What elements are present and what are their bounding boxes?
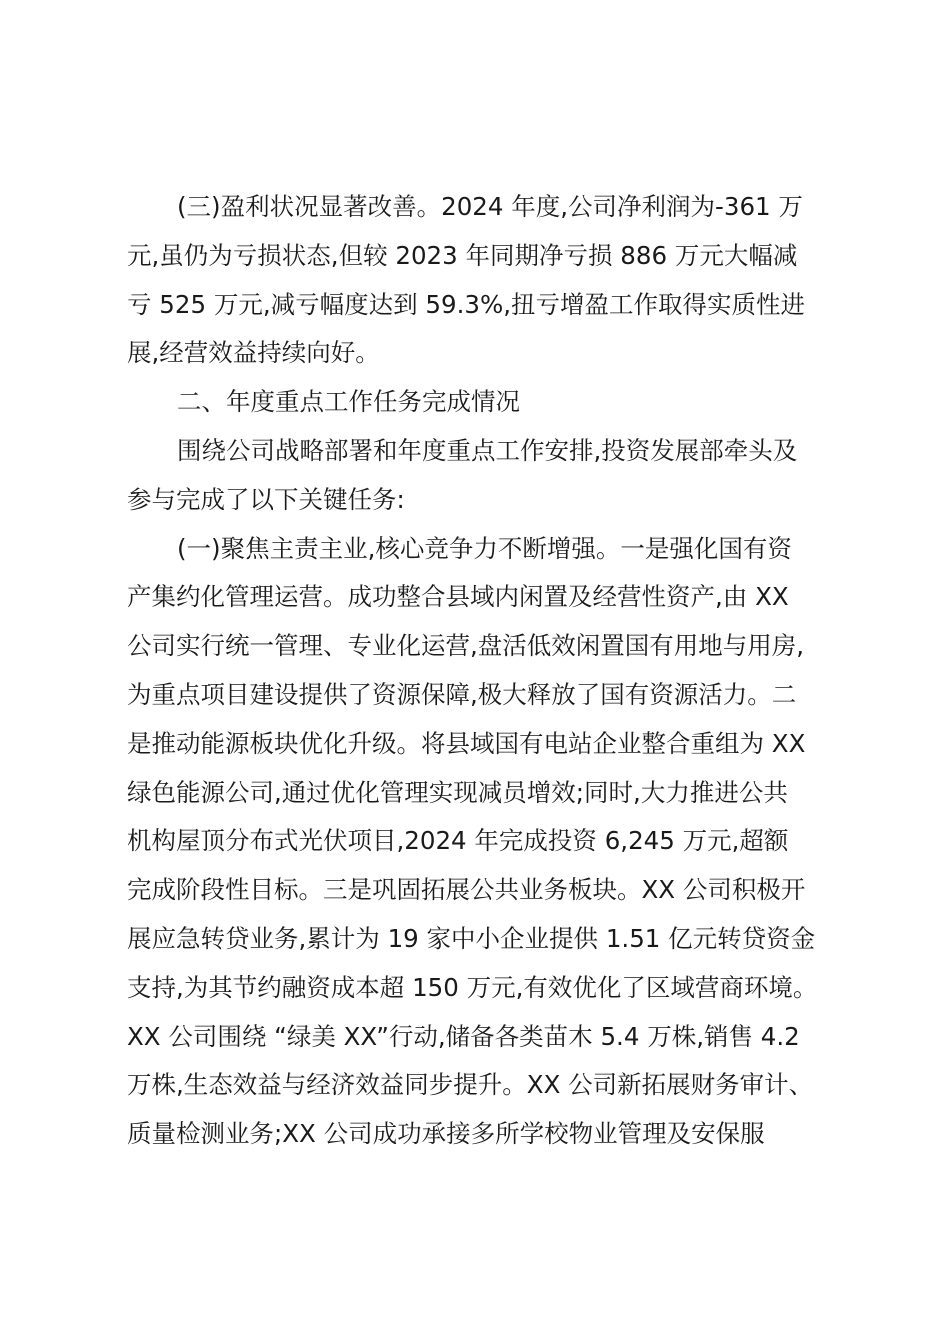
paragraph-line: 绿色能源公司,通过优化管理实现减员增效;同时,大力推进公共 [127, 777, 788, 807]
paragraph-line: 公司实行统一管理、专业化运营,盘活低效闲置国有用地与用房, [127, 631, 805, 661]
paragraph-line: 是推动能源板块优化升级。将县域国有电站企业整合重组为 XX [127, 728, 806, 758]
document-body [127, 183, 827, 1159]
paragraph-line: XX 公司围绕 “绿美 XX”行动,储备各类苗木 5.4 万株,销售 4.2 [127, 1021, 800, 1051]
paragraph-line: 质量检测业务;XX 公司成功承接多所学校物业管理及安保服 [127, 1119, 765, 1149]
paragraph-line: 万株,生态效益与经济效益同步提升。XX 公司新拓展财务审计、 [127, 1070, 814, 1100]
paragraph-line: 参与完成了以下关键任务: [127, 484, 405, 514]
paragraph-line: 展应急转贷业务,累计为 19 家中小企业提供 1.51 亿元转贷资金 [127, 923, 816, 953]
paragraph-line: 完成阶段性目标。三是巩固拓展公共业务板块。XX 公司积极开 [127, 875, 806, 905]
paragraph-line: 围绕公司战略部署和年度重点工作安排,投资发展部牵头及 [177, 435, 798, 465]
paragraph-line: 为重点项目建设提供了资源保障,极大释放了国有资源活力。二 [127, 679, 797, 709]
paragraph-line: 支持,为其节约融资成本超 150 万元,有效优化了区域营商环境。 [127, 972, 818, 1002]
paragraph-line: (一)聚焦主责主业,核心竞争力不断增强。一是强化国有资 [177, 533, 792, 563]
paragraph-line: (三)盈利状况显著改善。2024 年度,公司净利润为-361 万 [177, 192, 803, 221]
paragraph-line: 元,虽仍为亏损状态,但较 2023 年同期净亏损 886 万元大幅减 [127, 240, 798, 270]
paragraph-line: 机构屋顶分布式光伏项目,2024 年完成投资 6,245 万元,超额 [127, 826, 789, 856]
paragraph-line: 产集约化管理运营。成功整合县域内闲置及经营性资产,由 XX [127, 582, 789, 612]
paragraph-line: 亏 525 万元,减亏幅度达到 59.3%,扭亏增盈工作取得实质性进 [127, 289, 806, 319]
section-heading: 二、年度重点工作任务完成情况 [177, 387, 520, 417]
paragraph-line: 展,经营效益持续向好。 [127, 338, 380, 368]
